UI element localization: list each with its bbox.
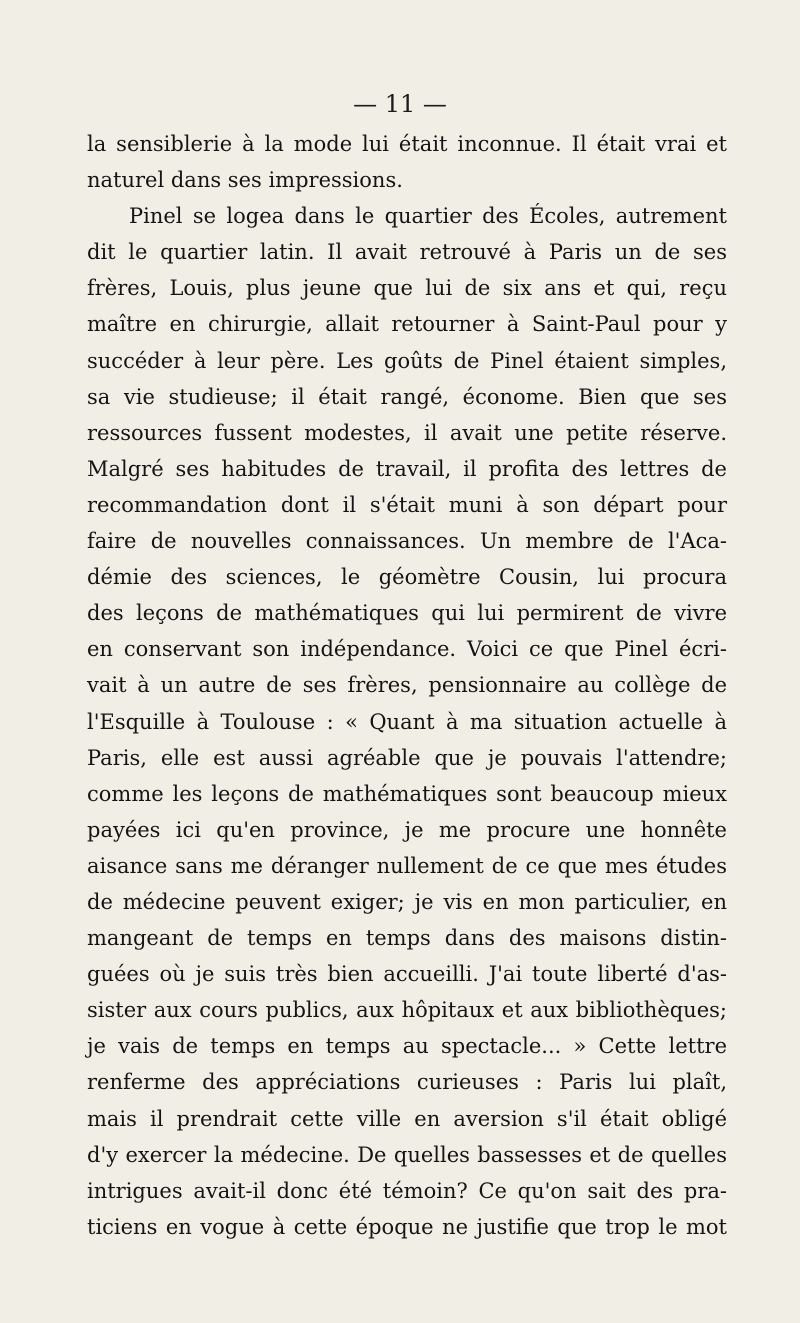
text-line: comme les leçons de mathématiques sont beaucoup mieux: [87, 781, 727, 806]
text-line: mais il prendrait cette ville en aversion s'il était obligé: [87, 1106, 727, 1131]
text-line: ressources fussent modestes, il avait une petite réserve.: [87, 420, 727, 445]
text-line: aisance sans me déranger nullement de ce que mes études: [87, 853, 727, 878]
text-line: renferme des appréciations curieuses : Paris lui plaît,: [87, 1070, 727, 1095]
text-line: intrigues avait-il donc été témoin? Ce qu'on sait des pra-: [87, 1178, 727, 1203]
text-line: d'y exercer la médecine. De quelles bassesses et de quelles: [87, 1142, 727, 1167]
text-line: sister aux cours publics, aux hôpitaux et aux bibliothèques;: [87, 998, 727, 1023]
text-line: en conservant son indépendance. Voici ce que Pinel écri-: [87, 637, 727, 662]
text-line: mangeant de temps en temps dans des maisons distin-: [87, 926, 727, 951]
text-line: je vais de temps en temps au spectacle... » Cette lettre: [87, 1034, 727, 1059]
text-line: maître en chirurgie, allait retourner à Saint-Paul pour y: [87, 312, 727, 337]
text-line: démie des sciences, le géomètre Cousin, lui procura: [87, 565, 727, 590]
text-line: guées où je suis très bien accueilli. J'ai toute liberté d'as-: [87, 962, 727, 987]
text-line: la sensiblerie à la mode lui était inconnue. Il était vrai et: [87, 132, 727, 156]
text-line: payées ici qu'en province, je me procure une honnête: [87, 817, 727, 842]
text-line: Paris, elle est aussi agréable que je pouvais l'attendre;: [87, 745, 727, 770]
text-line: dit le quartier latin. Il avait retrouvé à Paris un de ses: [87, 240, 727, 265]
text-line: frères, Louis, plus jeune que lui de six ans et qui, reçu: [87, 276, 727, 301]
text-line: l'Esquille à Toulouse : « Quant à ma situation actuelle à: [87, 709, 727, 734]
text-line: vait à un autre de ses frères, pensionnaire au collège de: [87, 673, 727, 698]
text-line: naturel dans ses impressions.: [87, 168, 403, 193]
text-line: des leçons de mathématiques qui lui permirent de vivre: [87, 601, 727, 626]
text-line: succéder à leur père. Les goûts de Pinel étaient simples,: [87, 348, 727, 373]
page-number: — 11 —: [353, 90, 447, 118]
text-line: faire de nouvelles connaissances. Un membre de l'Aca-: [87, 529, 727, 554]
text-line: Pinel se logea dans le quartier des Écoles, autrement: [129, 204, 727, 229]
text-line: sa vie studieuse; il était rangé, économe. Bien que ses: [87, 384, 727, 409]
text-line: de médecine peuvent exiger; je vis en mon particulier, en: [87, 889, 727, 914]
text-line: ticiens en vogue à cette époque ne justifie que trop le mot: [87, 1214, 727, 1239]
text-line: recommandation dont il s'était muni à son départ pour: [87, 492, 727, 517]
body-text: [87, 126, 727, 1245]
text-line: Malgré ses habitudes de travail, il profita des lettres de: [87, 456, 727, 481]
